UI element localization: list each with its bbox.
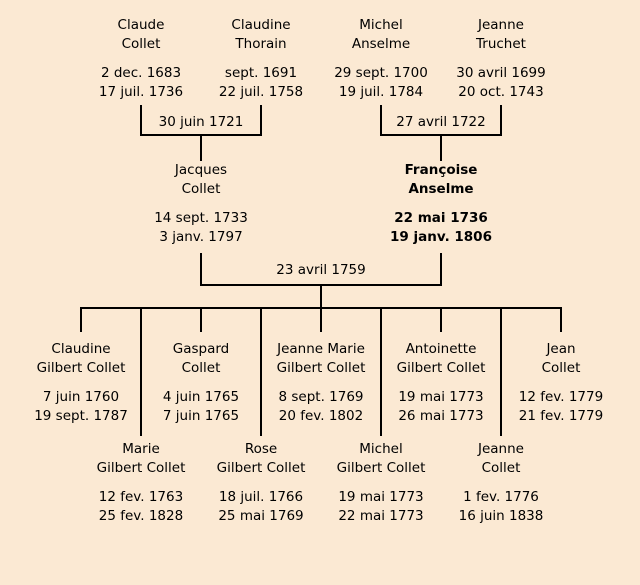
death-date: 7 juin 1765: [162, 408, 240, 424]
person-card-claude-collet[interactable]: [76, 16, 206, 102]
person-given-name: Rose: [244, 441, 278, 457]
person-given-name: Michel: [359, 17, 403, 33]
birth-date: 12 fev. 1763: [98, 489, 184, 505]
person-card-gaspard-collet[interactable]: [136, 340, 266, 426]
person-card-michel-gilbert-collet[interactable]: [316, 440, 446, 526]
person-card-jacques-collet[interactable]: [136, 161, 266, 247]
death-date: 20 oct. 1743: [458, 84, 544, 100]
connector-m1-child-drop: [200, 134, 202, 161]
death-date: 22 juil. 1758: [218, 84, 304, 100]
birth-date: 29 sept. 1700: [334, 65, 428, 81]
birth-date: 22 mai 1736: [394, 210, 488, 226]
birth-date: 4 juin 1765: [162, 389, 240, 405]
connector-m3-right-drop: [440, 253, 442, 286]
person-surname: Thorain: [235, 36, 287, 52]
death-date: 25 fev. 1828: [98, 508, 184, 524]
person-surname: Collet: [181, 181, 221, 197]
death-date: 19 janv. 1806: [390, 229, 492, 245]
marriage-date-collet-anselme[interactable]: 23 avril 1759: [276, 262, 366, 278]
death-date: 22 mai 1773: [338, 508, 424, 524]
connector-drop-jean: [560, 307, 562, 332]
person-surname: Gilbert Collet: [216, 460, 306, 476]
birth-date: 12 fev. 1779: [518, 389, 604, 405]
connector-m3-left-drop: [200, 253, 202, 286]
birth-date: 19 mai 1773: [398, 389, 484, 405]
connector-m2-child-drop: [440, 134, 442, 161]
person-surname: Gilbert Collet: [276, 360, 366, 376]
birth-date: 7 juin 1760: [42, 389, 120, 405]
person-card-francoise-anselme[interactable]: [376, 161, 506, 247]
connector-drop-gaspard: [200, 307, 202, 332]
connector-drop-antoinette-gc: [440, 307, 442, 332]
birth-date: 30 avril 1699: [456, 65, 546, 81]
person-card-claudine-gilbert-collet[interactable]: [16, 340, 146, 426]
person-surname: Collet: [481, 460, 521, 476]
person-surname: Gilbert Collet: [96, 460, 186, 476]
death-date: 16 juin 1838: [458, 508, 544, 524]
person-card-jeanne-truchet[interactable]: [436, 16, 566, 102]
person-card-marie-gilbert-collet[interactable]: [76, 440, 206, 526]
person-given-name: Jean: [546, 341, 576, 357]
birth-date: 19 mai 1773: [338, 489, 424, 505]
person-surname: Collet: [541, 360, 581, 376]
birth-date: 1 fev. 1776: [463, 489, 539, 505]
birth-date: 18 juil. 1766: [218, 489, 304, 505]
person-surname: Gilbert Collet: [336, 460, 426, 476]
person-given-name: Françoise: [404, 162, 478, 178]
birth-date: 14 sept. 1733: [154, 210, 248, 226]
death-date: 3 janv. 1797: [159, 229, 243, 245]
death-date: 17 juil. 1736: [98, 84, 184, 100]
person-given-name: Antoinette: [405, 341, 477, 357]
person-given-name: Claudine: [231, 17, 291, 33]
death-date: 26 mai 1773: [398, 408, 484, 424]
person-card-michel-anselme[interactable]: [316, 16, 446, 102]
person-card-antoinette-gilbert-collet[interactable]: [376, 340, 506, 426]
person-given-name: Jeanne Marie: [277, 341, 365, 357]
person-surname: Gilbert Collet: [36, 360, 126, 376]
birth-date: 8 sept. 1769: [278, 389, 364, 405]
person-given-name: Claudine: [51, 341, 111, 357]
person-card-jean-collet[interactable]: [496, 340, 626, 426]
person-given-name: Jeanne: [478, 17, 524, 33]
death-date: 19 juil. 1784: [338, 84, 424, 100]
person-card-claudine-thorain[interactable]: [196, 16, 326, 102]
person-card-jeanne-collet[interactable]: [436, 440, 566, 526]
person-surname: Anselme: [351, 36, 411, 52]
person-surname: Collet: [121, 36, 161, 52]
person-surname: Anselme: [408, 181, 474, 197]
death-date: 19 sept. 1787: [34, 408, 128, 424]
death-date: 21 fev. 1779: [518, 408, 604, 424]
person-given-name: Gaspard: [172, 341, 230, 357]
connector-drop-jeanne-marie-gc: [320, 307, 322, 332]
person-surname: Gilbert Collet: [396, 360, 486, 376]
death-date: 25 mai 1769: [218, 508, 304, 524]
person-given-name: Michel: [359, 441, 403, 457]
person-given-name: Marie: [122, 441, 160, 457]
person-given-name: Claude: [117, 17, 165, 33]
person-surname: Truchet: [476, 36, 526, 52]
marriage-date-collet-thorain[interactable]: 30 juin 1721: [158, 114, 244, 130]
person-card-rose-gilbert-collet[interactable]: [196, 440, 326, 526]
death-date: 20 fev. 1802: [278, 408, 364, 424]
person-surname: Collet: [181, 360, 221, 376]
connector-drop-claudine-gc: [80, 307, 82, 332]
marriage-date-anselme-truchet[interactable]: 27 avril 1722: [396, 114, 486, 130]
birth-date: 2 dec. 1683: [100, 65, 182, 81]
birth-date: sept. 1691: [224, 65, 298, 81]
person-card-jeanne-marie-gilbert-collet[interactable]: [256, 340, 386, 426]
connector-m3-child-drop: [320, 284, 322, 309]
person-given-name: Jeanne: [478, 441, 524, 457]
person-given-name: Jacques: [174, 162, 228, 178]
